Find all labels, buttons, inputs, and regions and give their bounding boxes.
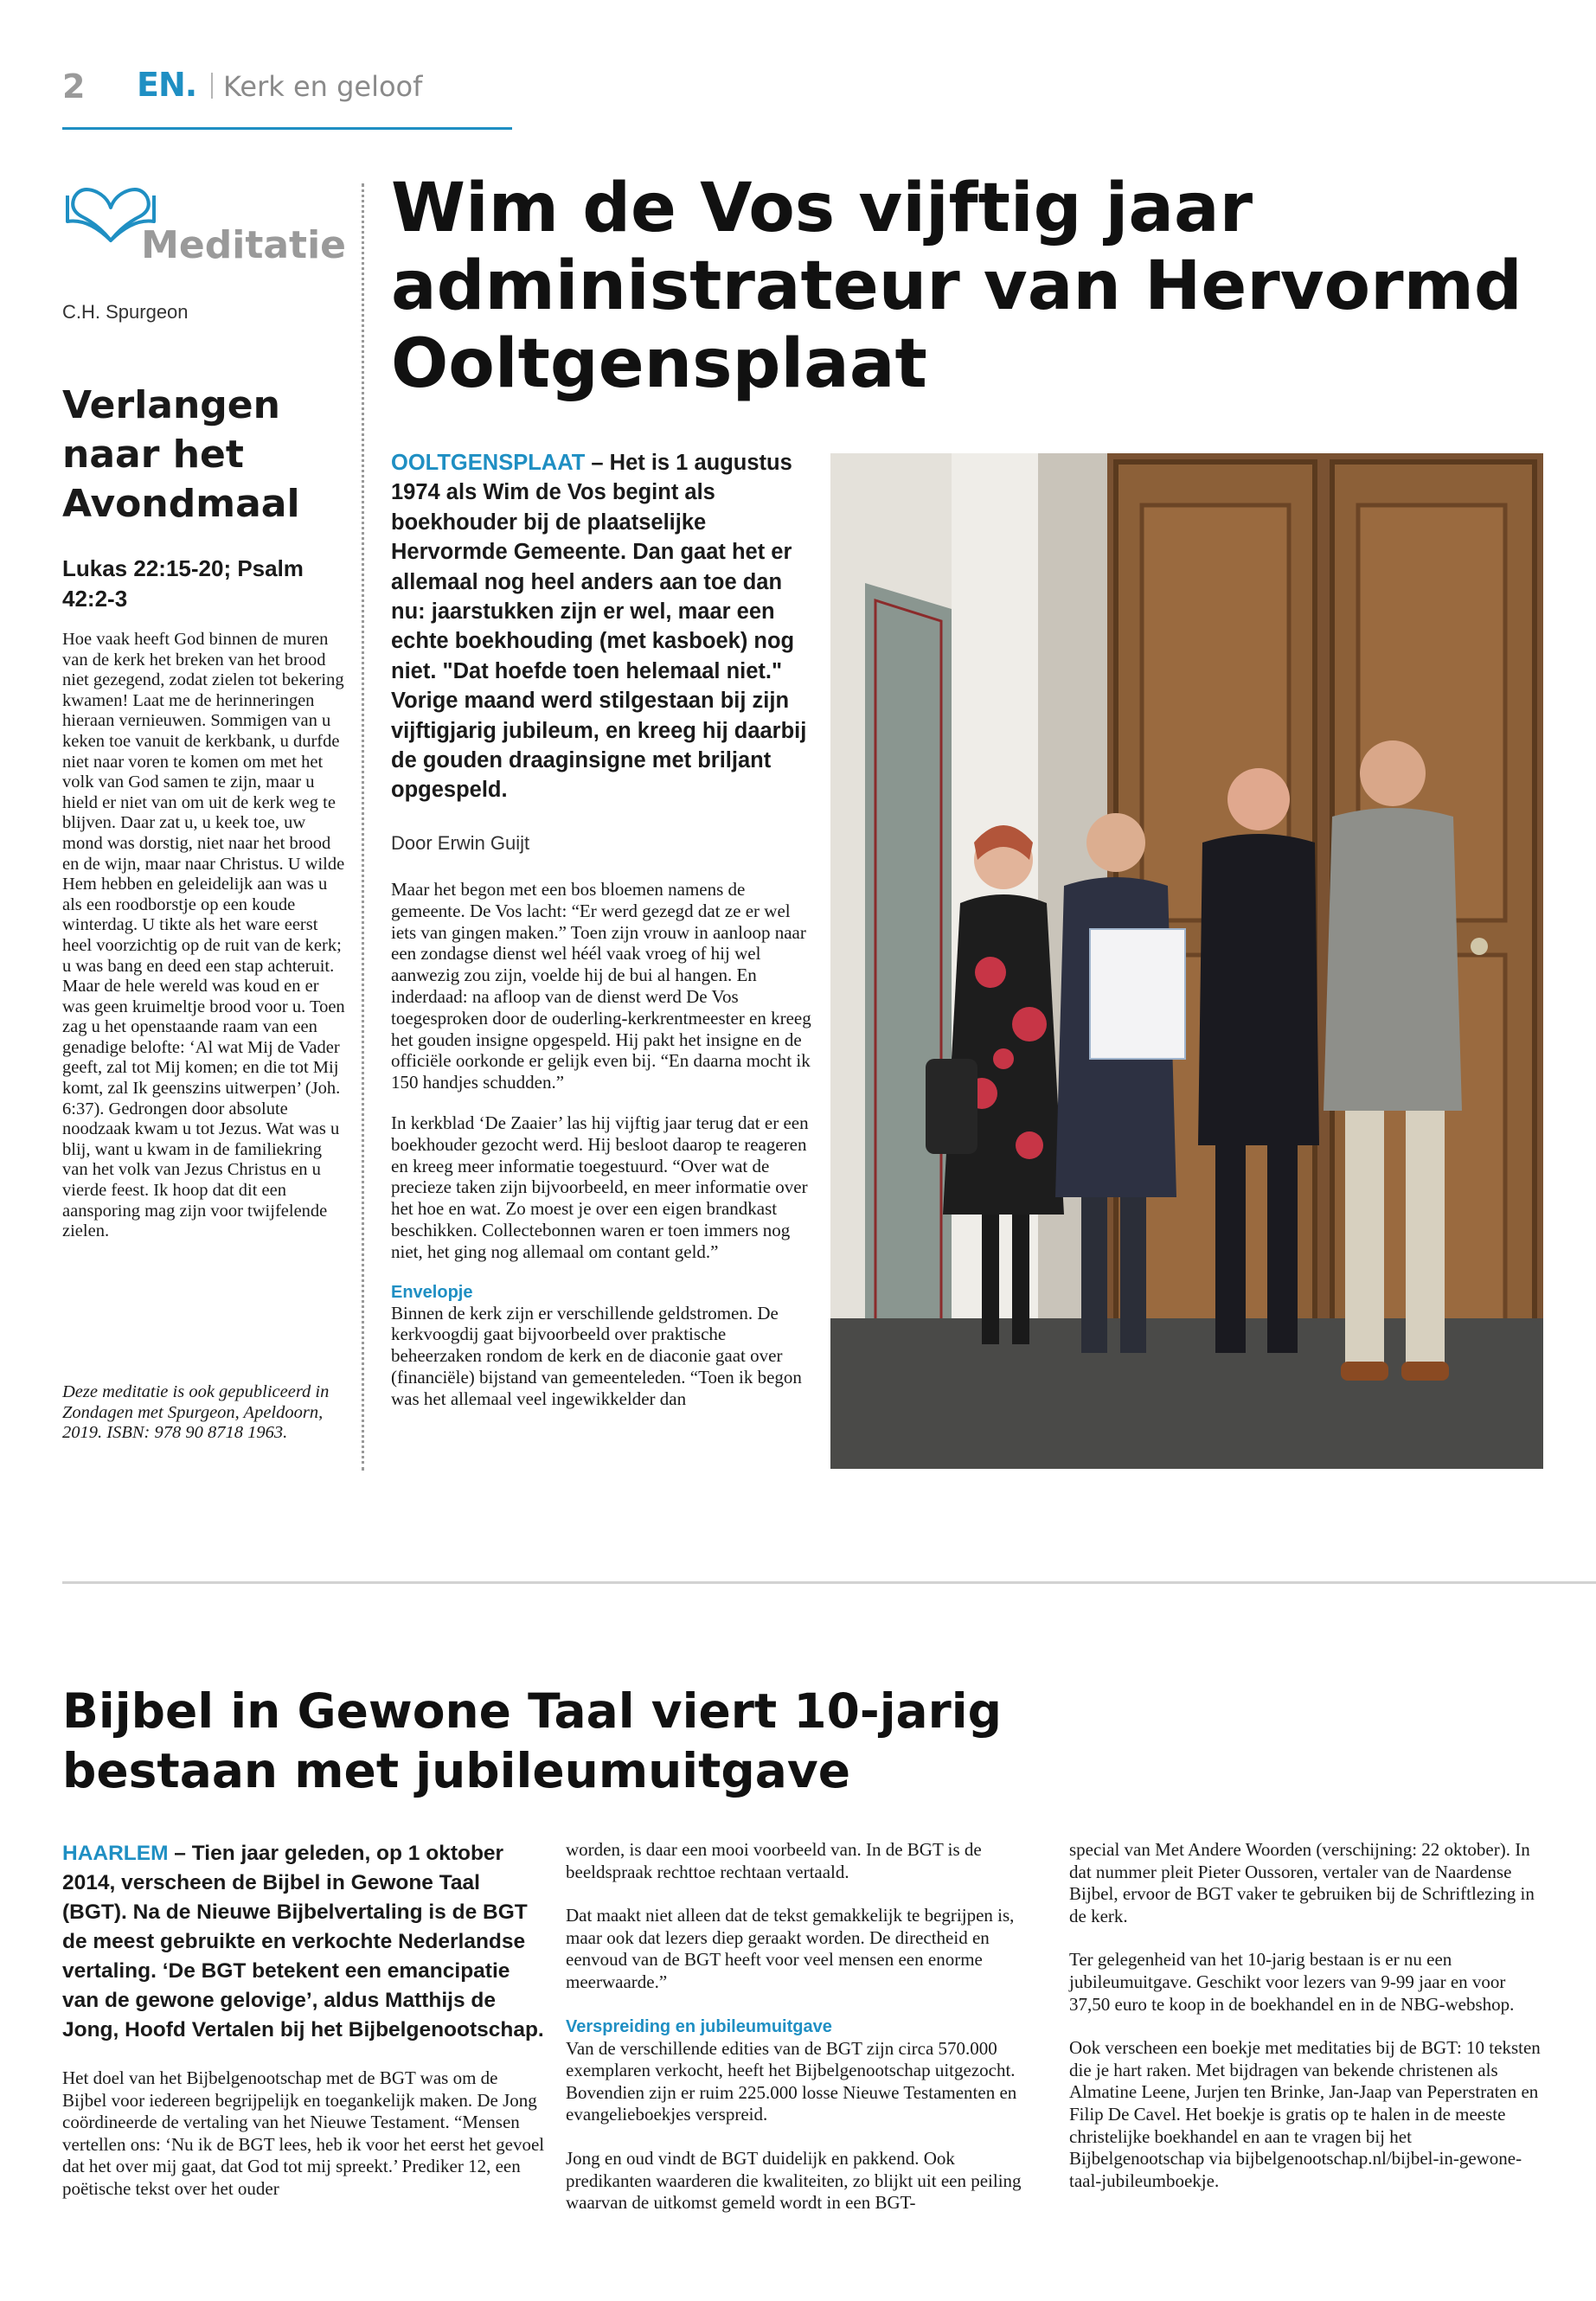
section-divider [62,1581,1596,1584]
publication-logo: EN. [137,66,197,104]
paragraph: Ook verscheen een boekje met meditaties bij de BGT: 10 teksten die je hart raken. Met bijdragen van bekende christenen als Almatine Leene, Jurjen ten Brinke, Jan-Jaap van Peperstraten en Filip De Cavel. Het boekje is gratis op te halen in de meeste christelijke boekhandel en aan te vragen bij het Bijbelgenootschap via bijbelgenootschap.nl/bijbel-in-gewone-taal-jubileumboekje. [1069,2037,1541,2191]
paragraph: Binnen de kerk zijn er verschillende geldstromen. De kerkvoogdij gaat bijvoorbeeld over praktische beheerzaken rondom de kerk en de diaconie gaat over (financiële) bijstand van gemeenteleden. “Toen ik begon was het allemaal veel ingewikkelder dan [391,1302,802,1409]
article-lead [391,448,811,805]
subheading: Verspreiding en jubileumuitgave [566,2016,832,2036]
meditation-author: C.H. Spurgeon [62,301,189,323]
meditation-label: Meditatie [141,223,346,267]
meditation-note: Deze meditatie is ook gepubliceerd in Zondagen met Spurgeon, Apeldoorn, 2019. ISBN: 978 90 8718 1963. [62,1382,330,1443]
paragraph: Het doel van het Bijbelgenootschap met de BGT was om de Bijbel voor iedereen begrijpelijk en toegankelijk maken. De Jong coördineerde de vertaling van het Nieuwe Testament. “Mensen vertellen ons: ‘Nu ik de BGT lees, heb ik voor het eerst het gevoel dat het over mij gaat, dat God tot mij spreekt.’ Prediker 12, een poëtische tekst over het ouder [62,2067,545,2199]
paragraph: special van Met Andere Woorden (verschijning: 22 oktober). In dat nummer pleit Pieter Oussoren, vertaler van de Naardense Bijbel, ervoor de BGT vaker te gebruiken bij de Schriftlezing in de kerk. [1069,1839,1535,1926]
paragraph: In kerkblad ‘De Zaaier’ las hij vijftig jaar terug dat er een boekhouder gezocht werd. Hij besloot daarop te reageren en kreeg meer informatie toegestuurd. “Over wat de precieze taken zijn bijvoorbeeld, en meer informatie over het hoe en wat. Zo moest je over een eigen brandkast beschikken. Collectebonnen waren er toen immers nog niet, het ging nog allemaal om contant geld.” [391,1112,809,1262]
lead-text: – Tien jaar geleden, op 1 oktober 2014, verscheen de Bijbel in Gewone Taal (BGT). Na de Nieuwe Bijbelvertaling is de BGT de meest gebruikte en verkochte Nederlandse vertaling. ‘De BGT betekent een emancipatie van de gewone gelovige’, aldus Matthijs de Jong, Hoofd Vertalen bij het Bijbelgenootschap. [62,1842,544,2041]
paragraph: Dat maakt niet alleen dat de tekst gemakkelijk te begrijpen is, maar ook dat lezers diep geraakt worden. De directheid en eenvoud van de BGT heeft voor veel mensen een enorme meerwaarde.” [566,1905,1015,1992]
column-divider [362,183,364,1471]
paragraph: Maar het begon met een bos bloemen namens de gemeente. De Vos lacht: “Er werd gezegd dat ze er wel iets van gingen maken.” Toen zijn vrouw in aanloop naar een zondagse dienst wel héél vaak vroeg of hij wel aanwezig zou zijn, voelde hij de bui al hangen. En inderdaad: na afloop van de dienst werd De Vos toegesproken door de ouderling-kerkrentmeester en kreeg het gouden insigne opgespeld. Hij pakt het insigne en de officiële oorkonde er gelijk even bij. “En daarna mocht ik 150 handjes schudden.” [391,879,811,1093]
article-body [391,879,811,1410]
page-header [62,67,512,130]
article-column-1 [62,1839,547,2222]
paragraph: Jong en oud vindt de BGT duidelijk en pakkend. Ook predikanten waarderen die kwaliteiten, zo blijkt uit een peiling waarvan de uitkomst gemeld wordt in een BGT- [566,2147,1022,2214]
header-divider [211,73,213,99]
article-lead [62,1839,547,2045]
dateline: OOLTGENSPLAAT [391,451,586,475]
meditation-body: Hoe vaak heeft God binnen de muren van de kerk het breken van het brood niet gezegend, zodat zielen tot bekering kwamen! Laat me de herinneringen hieraan vernieuwen. Sommigen van u keken toe vanuit de kerkbank, u durfde niet naar voren te komen om met het volk van God samen te zijn, maar u hield er niet van om uit de kerk weg te blijven. Daar zat u, u keek toe, uw mond was dorstig, niet naar het brood en de wijn, maar naar Christus. U wilde Hem hebben en geleidelijk aan was u als een roodborstje op een koude winterdag. U tikte als het ware eerst heel voorzichtig op de ruit van de kerk; u was bang en deed een stap achteruit. Maar de hele wereld was koud en er was geen kruimeltje brood voor u. Toen zag u het openstaande raam van een genadige belofte: ‘Al wat Mij de Vader geeft, zal tot Mij komen; en die tot Mij komt, zal Ik geenszins uitwerpen’ (Joh. 6:37). Gedrongen door absolute noodzaak kwam u tot Jezus. Wat was u blij, want u kwam in de familiekring van het volk van Jezus Christus en u vierde feest. Ik hoop dat dit een aansporing mag zijn voor twijfelende zielen. [62,630,345,1241]
article-title: Wim de Vos vijftig jaar administrateur van Hervormd Ooltgensplaat [391,170,1522,403]
paragraph: Van de verschillende edities van de BGT zijn circa 570.000 exemplaren verkocht, heeft het Bijbelgenootschap uitgezocht. Bovendien zijn er ruim 225.000 losse Nieuwe Testamenten en evangelieboekjes verspreid. [566,2037,1017,2125]
lead-text: – Het is 1 augustus 1974 als Wim de Vos begint als boekhouder bij de plaatselijke Hervormde Gemeente. Dan gaat het er allemaal nog heel anders aan toe dan nu: jaarstukken zijn er wel, maar een echte boekhouding (met kasboek) nog niet. "Dat hoefde toen helemaal niet." Vorige maand werd stilgestaan bij zijn vijftigjarig jubileum, en kreeg hij daarbij de gouden draaginsigne met briljant opgespeld. [391,451,807,803]
article-column-2 [566,1839,1036,2236]
paragraph: worden, is daar een mooi voorbeeld van. In de BGT is de beeldspraak rechttoe rechtaan vertaald. [566,1839,982,1882]
article-column-3 [1069,1839,1550,2214]
meditation-reference: Lukas 22:15-20; Psalm 42:2-3 [62,555,304,612]
page-number: 2 [62,67,86,106]
meditation-title: Verlangen naar het Avondmaal [62,383,300,526]
subheading: Envelopje [391,1282,473,1302]
article-title: Bijbel in Gewone Taal viert 10-jarig bestaan met jubileumuitgave [62,1683,1003,1798]
section-name: Kerk en geloof [223,70,423,103]
byline: Door Erwin Guijt [391,832,530,854]
paragraph: Ter gelegenheid van het 10-jarig bestaan is er nu een jubileumuitgave. Geschikt voor lezers van 9-99 jaar en voor 37,50 euro te koop in de boekhandel en in de NBG-webshop. [1069,1949,1515,2015]
article-photo [830,453,1543,1469]
dateline: HAARLEM [62,1842,169,1865]
